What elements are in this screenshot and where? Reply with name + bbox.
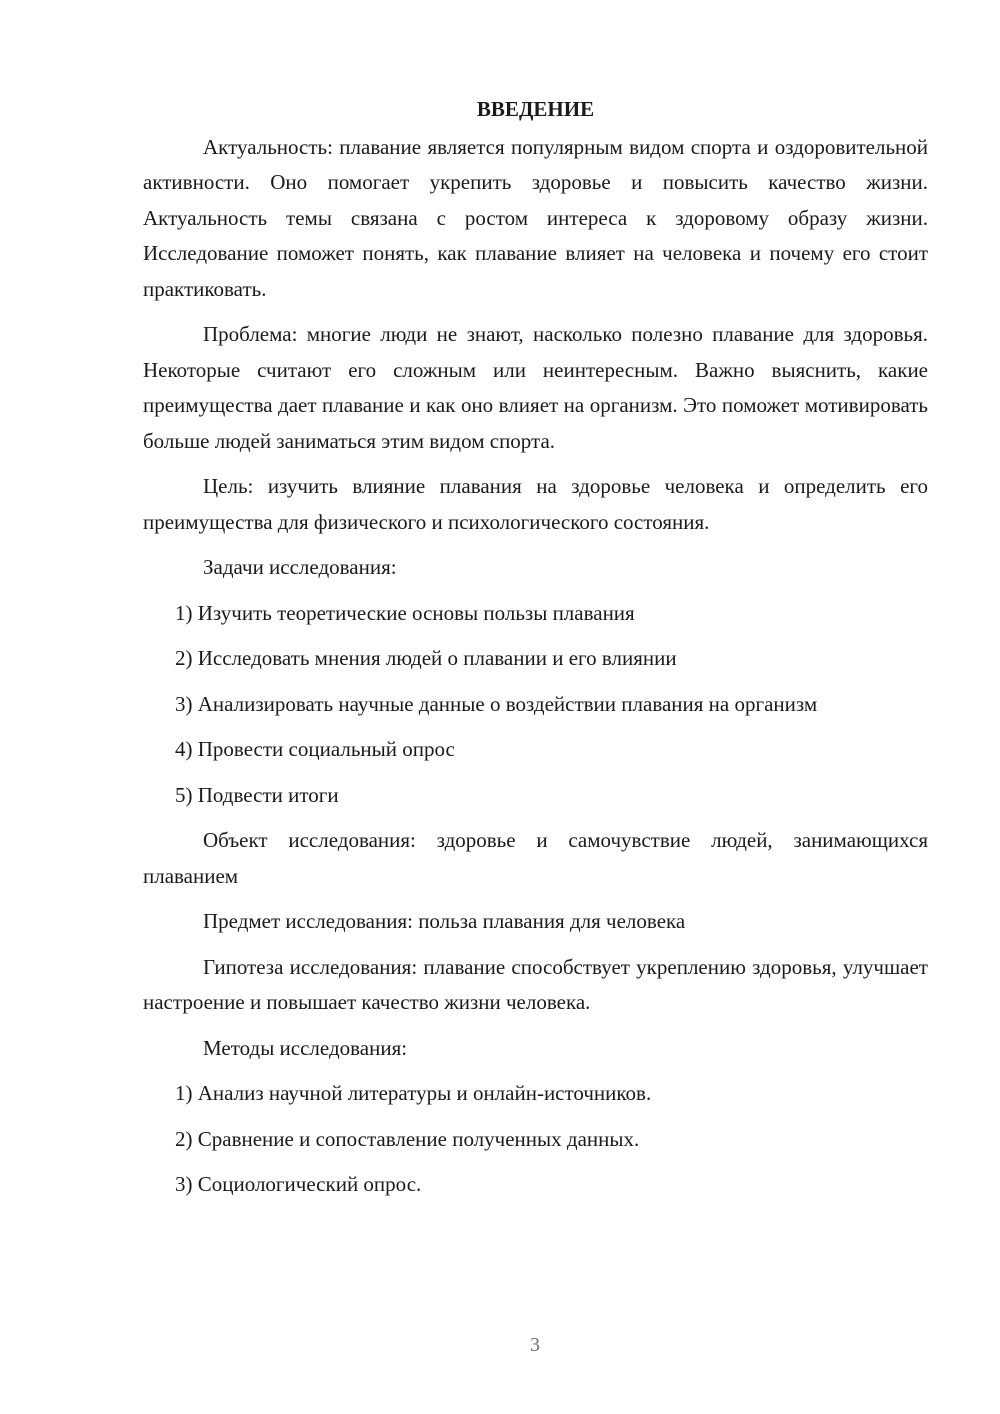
section-heading: ВВЕДЕНИЕ xyxy=(476,97,595,121)
actuality-paragraph: Актуальность: плавание является популярным видом спорта и оздоровительной активности. Оно помогает укрепить здоровье и повысить качество жизни. Актуальность темы связана с ростом интереса к здоровому образу жизни. Исследование поможет понять, как плавание влияет на человека и почему его стоит практиковать. xyxy=(143,134,928,301)
problem-paragraph: Проблема: многие люди не знают, насколько полезно плавание для здоровья. Некоторые считают его сложным или неинтересным. Важно выяснить, какие преимущества дает плавание и как оно влияет на организм. Это поможет мотивировать больше людей заниматься этим видом спорта. xyxy=(143,322,928,453)
method-item: 1) Анализ научной литературы и онлайн-источников. xyxy=(175,1081,652,1105)
methods-title: Методы исследования: xyxy=(203,1035,408,1060)
page-number: 3 xyxy=(530,1334,540,1356)
object-paragraph: Объект исследования: здоровье и самочувствие людей, занимающихся плаванием xyxy=(143,828,928,888)
task-item: 2) Исследовать мнения людей о плавании и его влиянии xyxy=(175,646,677,670)
task-item: 4) Провести социальный опрос xyxy=(175,737,455,761)
task-item: 3) Анализировать научные данные о воздействии плавания на организм xyxy=(175,691,818,716)
page-content xyxy=(143,92,928,1213)
method-item: 2) Сравнение и сопоставление полученных данных. xyxy=(175,1126,640,1151)
task-item: 5) Подвести итоги xyxy=(175,782,339,807)
subject-paragraph: Предмет исследования: польза плавания для человека xyxy=(203,909,686,933)
method-item: 3) Социологический опрос. xyxy=(175,1172,422,1196)
goal-paragraph: Цель: изучить влияние плавания на здоровье человека и определить его преимущества для физического и психологического состояния. xyxy=(143,474,928,534)
hypothesis-paragraph: Гипотеза исследования: плавание способствует укреплению здоровья, улучшает настроение и повышает качество жизни человека. xyxy=(143,954,928,1014)
task-item: 1) Изучить теоретические основы пользы плавания xyxy=(175,600,635,625)
tasks-title: Задачи исследования: xyxy=(203,555,397,579)
